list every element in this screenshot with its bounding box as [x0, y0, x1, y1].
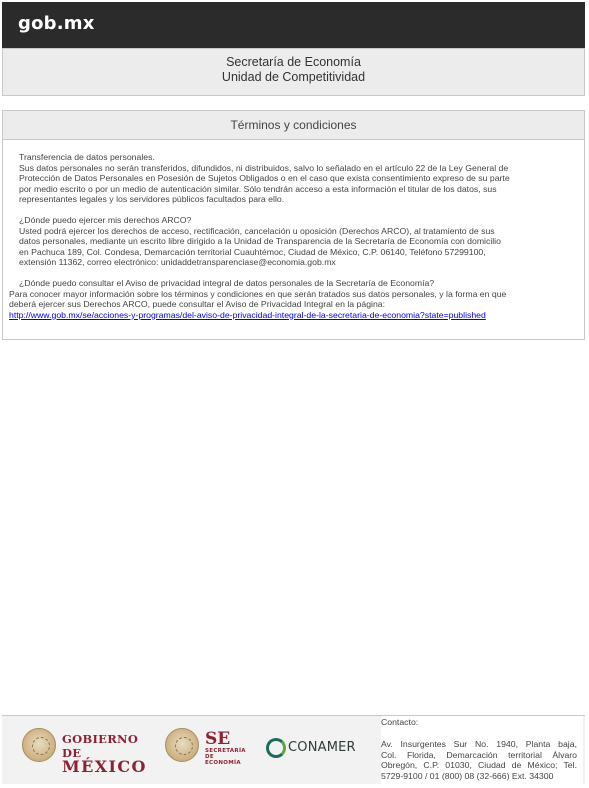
se-sub-label: DE ECONOMÍA: [205, 754, 241, 766]
terms-panel: [2, 110, 585, 340]
se-label: SE: [205, 729, 231, 749]
text-line: extensión 11362, correo electrónico: unidaddetransparenciase@economia.gob.mx: [19, 257, 336, 268]
text-line: Protección de Datos Personales en Posesión de Sujetos Obligados o en el caso que exista consentimiento expreso de su parte: [19, 173, 510, 184]
se-sub-label: SECRETARÍA: [205, 748, 246, 754]
terms-title: Términos y condiciones: [3, 111, 584, 140]
national-seal-icon: [165, 728, 199, 762]
header-secretaria: Secretaría de Economía: [226, 55, 361, 69]
contact-block: [381, 716, 583, 785]
arco-paragraph: [9, 215, 578, 268]
address-line: 5729-9100 / 01 (800) 08 (32-666) Ext. 34300: [381, 770, 554, 781]
mexico-label: MÉXICO: [62, 757, 147, 776]
transfer-paragraph: [9, 152, 578, 205]
gobmx-logo[interactable]: gob.mx: [18, 13, 95, 34]
text-line: en Pachuca 189, Col. Condesa, Demarcación territorial Cuauhtémoc, Ciudad de México, C.P. 06140, Teléfono 57299100,: [19, 246, 486, 257]
gobierno-label: GOBIERNO DE: [62, 732, 139, 760]
top-bar: [2, 2, 585, 48]
text-line: Para conocer mayor información sobre los términos y condiciones en que serán tratados sus datos personales, y la forma en que: [9, 288, 507, 299]
terms-body: [3, 140, 584, 320]
text-line: por medio escrito o por un medio de autenticación similar. Sólo tendrán acceso a esta información el titular de los datos, sus: [19, 183, 497, 194]
footer: [2, 715, 585, 784]
address-line: Av. Insurgentes Sur No. 1940, Planta baja,: [381, 739, 577, 749]
privacy-notice-link[interactable]: http://www.gob.mx/se/acciones-y-programas/del-aviso-de-privacidad-integral-de-la-secretaria-de-economia?state=published: [9, 309, 486, 320]
privacy-paragraph: [9, 278, 578, 320]
footer-logos: [2, 716, 374, 782]
text-line: Transferencia de datos personales.: [19, 152, 155, 162]
text-line: datos personales, mediante un escrito libre dirigido a la Unidad de Transparencia de la Secretaría de Economía con domicilio: [19, 236, 501, 247]
text-line: Sus datos personales no serán transferidos, difundidos, ni distribuidos, salvo lo señalado en el artículo 22 de la Ley General de: [19, 162, 509, 173]
text-line: ¿Dónde puedo consultar el Aviso de privacidad integral de datos personales de la Secretaría de Economía?: [19, 277, 435, 288]
contact-title: Contacto:: [381, 717, 419, 727]
national-seal-icon: [22, 728, 56, 762]
text-line: deberá ejercer sus Derechos ARCO, puede consultar el Aviso de Privacidad Integral en la página:: [9, 299, 386, 310]
address-line: Obregón, C.P. 01030, Ciudad de México; Tel.: [381, 760, 577, 771]
page-header: [2, 48, 585, 96]
text-line: ¿Dónde puedo ejercer mis derechos ARCO?: [19, 214, 192, 225]
text-line: representantes legales y los servidores públicos facultados para ello.: [19, 194, 285, 205]
address-line: Col. Florida, Demarcación territorial Álvaro: [381, 749, 577, 760]
header-unidad: Unidad de Competitividad: [221, 70, 366, 84]
contact-address: [381, 739, 577, 781]
conamer-label: CONAMER: [288, 740, 356, 755]
text-line: Usted podrá ejercer los derechos de acceso, rectificación, cancelación u oposición (Derechos ARCO), al tratamiento de sus: [19, 225, 495, 236]
conamer-icon: [266, 738, 286, 758]
